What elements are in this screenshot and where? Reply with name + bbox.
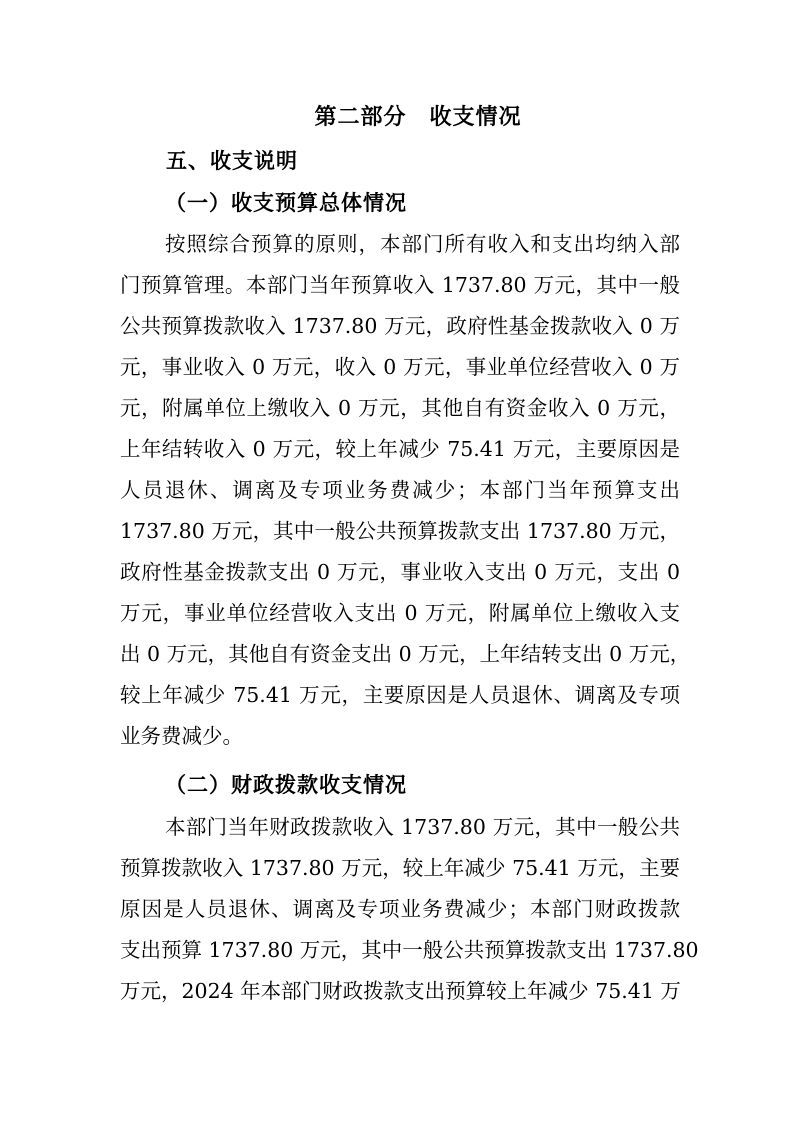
paragraph-line: 预算拨款收入 1737.80 万元，较上年减少 75.41 万元，主要 (120, 856, 680, 880)
paragraph-line: 政府性基金拨款支出 0 万元，事业收入支出 0 万元，支出 0 (120, 560, 680, 584)
paragraph-line: 按照综合预算的原则，本部门所有收入和支出均纳入部 (165, 232, 680, 256)
paragraph-line: 本部门当年财政拨款收入 1737.80 万元，其中一般公共 (165, 815, 680, 839)
part-title: 第二部分 收支情况 (314, 105, 522, 130)
paragraph-line: 万元，2024 年本部门财政拨款支出预算较上年减少 75.41 万 (120, 979, 681, 1003)
section-heading: 五、收支说明 (166, 149, 298, 173)
paragraph-line: 支出预算 1737.80 万元，其中一般公共预算拨款支出 1737.80 (120, 938, 699, 962)
subsection-heading-1: （一）收支预算总体情况 (165, 191, 407, 215)
paragraph-line: 原因是人员退休、调离及专项业务费减少；本部门财政拨款 (120, 897, 680, 921)
paragraph-fiscal-appropriation (120, 807, 699, 1012)
paragraph-line: 1737.80 万元，其中一般公共预算拨款支出 1737.80 万元， (120, 519, 680, 543)
subsection-heading-2: （二）财政拨款收支情况 (165, 773, 407, 797)
paragraph-line: 公共预算拨款收入 1737.80 万元，政府性基金拨款收入 0 万 (120, 314, 680, 338)
paragraph-line: 上年结转收入 0 万元，较上年减少 75.41 万元，主要原因是 (120, 437, 680, 461)
paragraph-budget-overview (120, 224, 691, 757)
paragraph-line: 较上年减少 75.41 万元，主要原因是人员退休、调离及专项 (120, 683, 680, 707)
paragraph-line: 出 0 万元，其他自有资金支出 0 万元，上年结转支出 0 万元， (120, 642, 691, 666)
paragraph-line: 元，事业收入 0 万元，收入 0 万元，事业单位经营收入 0 万 (120, 355, 680, 379)
paragraph-line: 元，附属单位上缴收入 0 万元，其他自有资金收入 0 万元， (120, 396, 680, 420)
paragraph-line: 万元，事业单位经营收入支出 0 万元，附属单位上缴收入支 (120, 601, 680, 625)
paragraph-line: 门预算管理。本部门当年预算收入 1737.80 万元，其中一般 (120, 273, 680, 297)
paragraph-line: 业务费减少。 (120, 724, 243, 748)
paragraph-line: 人员退休、调离及专项业务费减少；本部门当年预算支出 (120, 478, 680, 502)
